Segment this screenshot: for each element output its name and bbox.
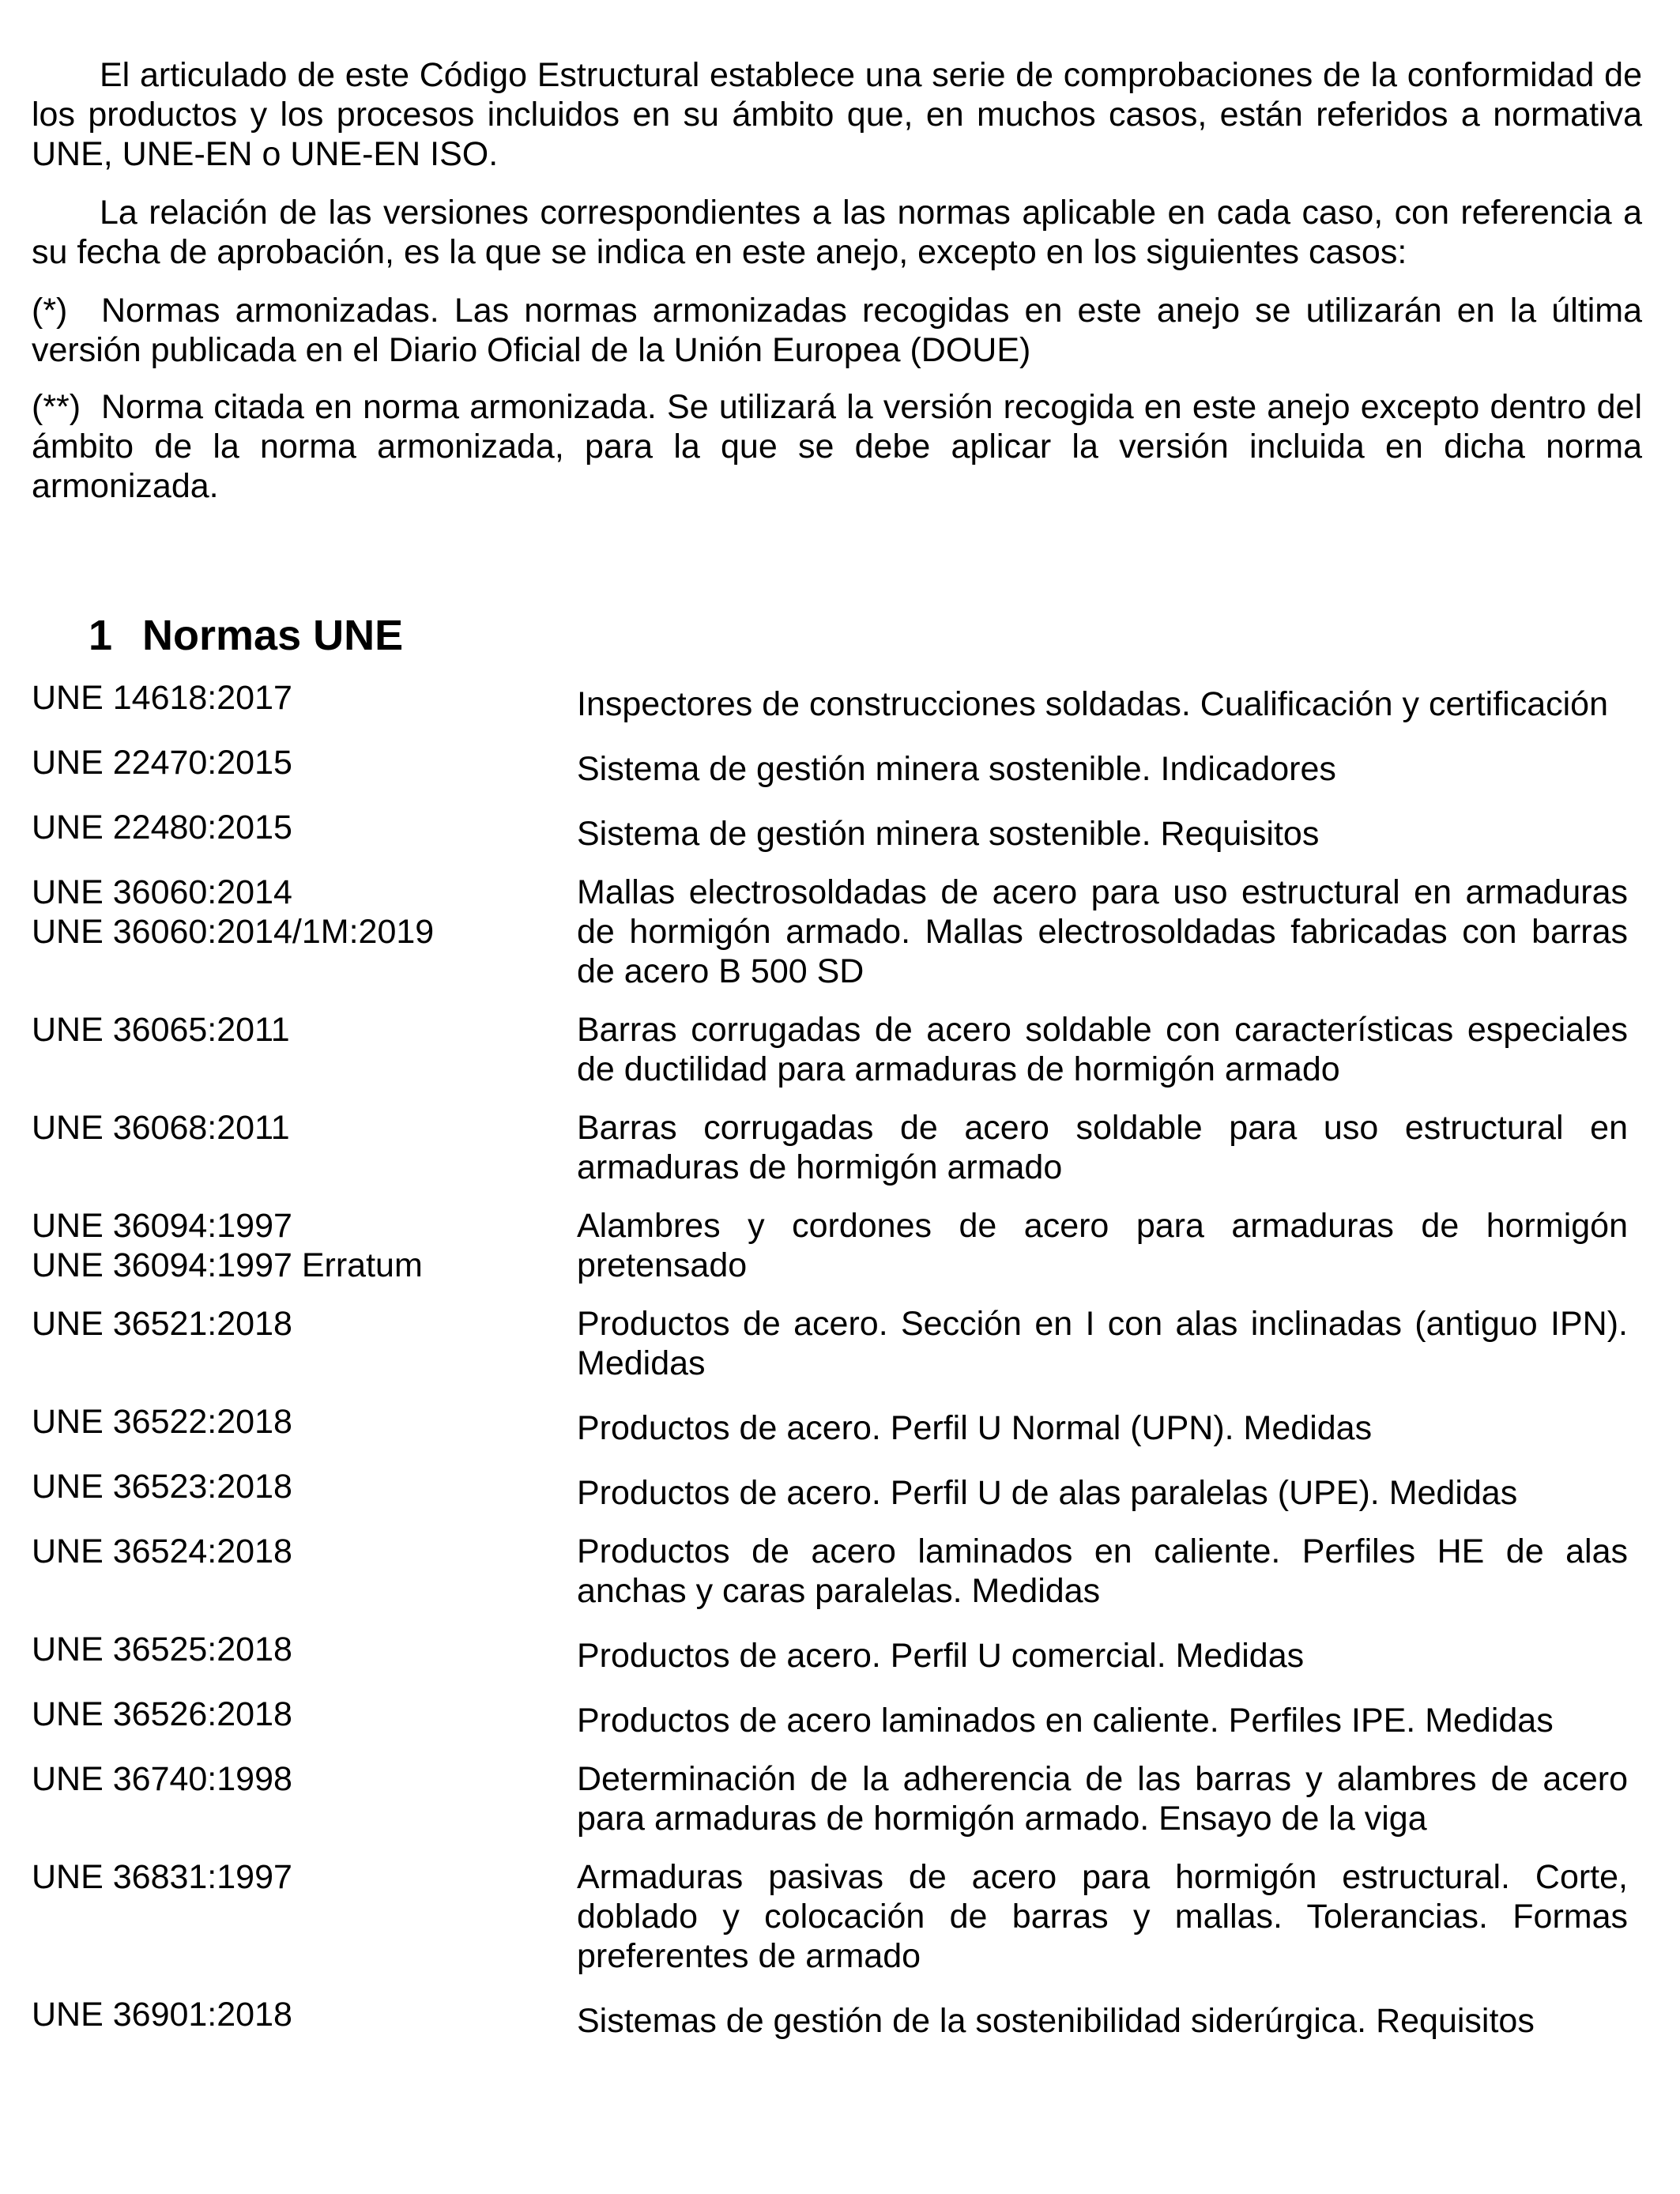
norm-row bbox=[32, 1304, 1628, 1383]
norm-code: UNE 36521:2018 bbox=[32, 1305, 292, 1343]
norm-description: Sistema de gestión minera sostenible. Requisitos bbox=[577, 815, 1320, 853]
norm-description: Barras corrugadas de acero soldable para uso estructural en armaduras de hormigón armado bbox=[577, 1109, 1628, 1186]
norm-code-cell bbox=[32, 678, 577, 724]
norms-list bbox=[32, 678, 1628, 2060]
section-heading bbox=[89, 604, 403, 667]
norm-row bbox=[32, 1857, 1628, 1976]
norm-description: Inspectores de construcciones soldadas. Cualificación y certificación bbox=[577, 685, 1608, 723]
section-number: 1 bbox=[89, 612, 113, 659]
norm-code-cell bbox=[32, 1206, 577, 1285]
norm-code-cell bbox=[32, 1010, 577, 1089]
norm-code-cell bbox=[32, 1995, 577, 2041]
norm-code-cell bbox=[32, 1695, 577, 1740]
norm-code-cell bbox=[32, 1857, 577, 1976]
norm-code-cell bbox=[32, 1759, 577, 1838]
norm-code: UNE 36526:2018 bbox=[32, 1695, 292, 1733]
norm-row bbox=[32, 1995, 1628, 2041]
norm-description: Productos de acero. Perfil U de alas paralelas (UPE). Medidas bbox=[577, 1474, 1518, 1512]
norm-code-cell bbox=[32, 1467, 577, 1513]
norm-description: Productos de acero laminados en caliente. Perfiles HE de alas anchas y caras paralelas. Medidas bbox=[577, 1532, 1628, 1610]
norm-row bbox=[32, 1108, 1628, 1187]
norm-description: Mallas electrosoldadas de acero para uso estructural en armaduras de hormigón armado. Mallas electrosoldadas fabricadas con barras de acero B 500 SD bbox=[577, 873, 1628, 990]
norm-code-cell bbox=[32, 808, 577, 854]
norm-code-cell bbox=[32, 1402, 577, 1448]
note-1-mark: (*) bbox=[32, 292, 68, 330]
norm-description: Armaduras pasivas de acero para hormigón estructural. Corte, doblado y colocación de barras y mallas. Tolerancias. Formas preferentes de armado bbox=[577, 1858, 1628, 1975]
norm-code: UNE 36524:2018 bbox=[32, 1532, 292, 1570]
norm-code: UNE 22480:2015 bbox=[32, 809, 292, 846]
norm-description: Sistemas de gestión de la sostenibilidad siderúrgica. Requisitos bbox=[577, 2002, 1535, 2040]
norm-code: UNE 14618:2017 bbox=[32, 679, 292, 717]
intro-paragraph-2: La relación de las versiones correspondientes a las normas aplicable en cada caso, con referencia a su fecha de aprobación, es la que se indica en este anejo, excepto en los siguientes casos: bbox=[32, 194, 1642, 271]
norm-description: Productos de acero. Perfil U Normal (UPN). Medidas bbox=[577, 1409, 1373, 1447]
norm-code: UNE 36094:1997 bbox=[32, 1207, 292, 1245]
norm-code: UNE 36901:2018 bbox=[32, 1996, 292, 2034]
norm-description: Sistema de gestión minera sostenible. Indicadores bbox=[577, 750, 1336, 788]
note-harmonized bbox=[32, 291, 1642, 370]
note-cited bbox=[32, 387, 1642, 506]
intro-paragraph-1: El articulado de este Código Estructural establece una serie de comprobaciones de la conformidad de los productos y los procesos incluidos en su ámbito que, en muchos casos, están referidos a normativa UNE, UNE-EN o UNE-EN ISO. bbox=[32, 56, 1642, 173]
norm-code: UNE 36060:2014/1M:2019 bbox=[32, 913, 435, 951]
norm-code: UNE 36740:1998 bbox=[32, 1760, 292, 1798]
norm-description: Determinación de la adherencia de las barras y alambres de acero para armaduras de hormigón armado. Ensayo de la viga bbox=[577, 1760, 1628, 1838]
note-2-text: Norma citada en norma armonizada. Se utilizará la versión recogida en este anejo excepto dentro del ámbito de la norma armonizada, para la que se debe aplicar la versión incluida en dicha norma armonizada. bbox=[32, 388, 1642, 505]
norm-description: Alambres y cordones de acero para armaduras de hormigón pretensado bbox=[577, 1207, 1628, 1284]
norm-code: UNE 22470:2015 bbox=[32, 744, 292, 782]
norm-row bbox=[32, 1759, 1628, 1838]
norm-row bbox=[32, 678, 1628, 724]
norm-row bbox=[32, 1695, 1628, 1740]
norm-code-cell bbox=[32, 873, 577, 991]
norm-row bbox=[32, 873, 1628, 991]
norm-row bbox=[32, 1010, 1628, 1089]
norm-code: UNE 36060:2014 bbox=[32, 873, 292, 911]
norm-row bbox=[32, 808, 1628, 854]
intro-section bbox=[32, 55, 1642, 523]
norm-row bbox=[32, 1402, 1628, 1448]
norm-description: Productos de acero. Perfil U comercial. Medidas bbox=[577, 1637, 1305, 1675]
norm-row bbox=[32, 743, 1628, 789]
norm-code: UNE 36068:2011 bbox=[32, 1109, 290, 1147]
norm-code-cell bbox=[32, 1304, 577, 1383]
norm-code: UNE 36523:2018 bbox=[32, 1468, 292, 1506]
norm-code: UNE 36525:2018 bbox=[32, 1630, 292, 1668]
norm-row bbox=[32, 1630, 1628, 1676]
section-title: Normas UNE bbox=[142, 612, 404, 659]
norm-code: UNE 36831:1997 bbox=[32, 1858, 292, 1896]
norm-code-cell bbox=[32, 1108, 577, 1187]
note-1-text: Normas armonizadas. Las normas armonizadas recogidas en este anejo se utilizarán en la última versión publicada en el Diario Oficial de la Unión Europea (DOUE) bbox=[32, 292, 1642, 369]
norm-description: Productos de acero. Sección en I con alas inclinadas (antiguo IPN). Medidas bbox=[577, 1305, 1628, 1382]
note-2-mark: (**) bbox=[32, 388, 81, 426]
norm-description: Barras corrugadas de acero soldable con características especiales de ductilidad para armaduras de hormigón armado bbox=[577, 1011, 1628, 1088]
norm-code-cell bbox=[32, 1630, 577, 1676]
norm-code-cell bbox=[32, 1532, 577, 1611]
norm-row bbox=[32, 1467, 1628, 1513]
norm-code-cell bbox=[32, 743, 577, 789]
norm-code: UNE 36065:2011 bbox=[32, 1011, 290, 1049]
norm-code: UNE 36094:1997 Erratum bbox=[32, 1246, 423, 1284]
norm-description: Productos de acero laminados en caliente. Perfiles IPE. Medidas bbox=[577, 1702, 1554, 1740]
norm-row bbox=[32, 1206, 1628, 1285]
norm-row bbox=[32, 1532, 1628, 1611]
norm-code: UNE 36522:2018 bbox=[32, 1403, 292, 1441]
